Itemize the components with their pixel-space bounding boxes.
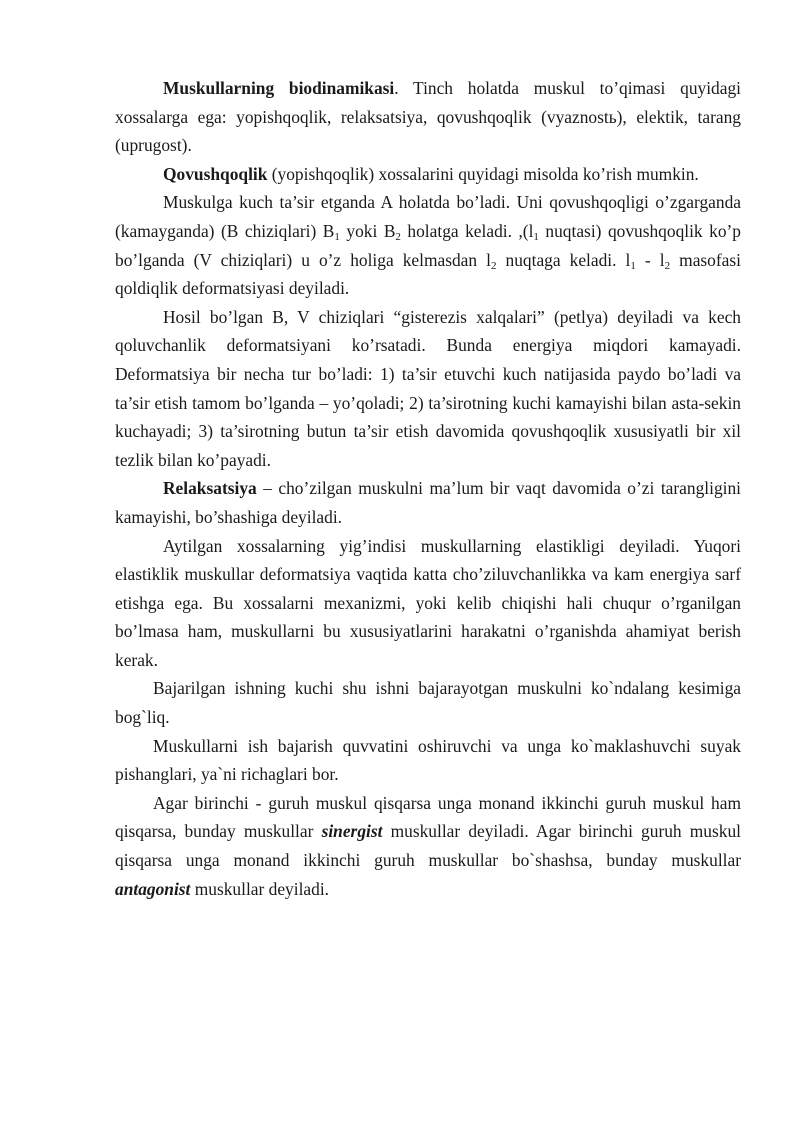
text-run: nuqtasi) qovushqoqlik ko’p bo’lganda (V chiziqlari) u o’z holiga kelmasdan l (115, 220, 742, 270)
document-page (115, 74, 741, 903)
paragraph-deformation-example (115, 188, 741, 302)
term-relaxation: Relaksatsiya (163, 478, 257, 499)
paragraph-relaxation (115, 474, 741, 531)
text-run: Agar birinchi - guruh muskul qisqarsa unga monand ikkinchi guruh muskul ham qisqarsa, bunday muskullar (115, 792, 741, 842)
text-run: Muskulga kuch ta’sir etganda A holatda bo’ladi. Uni qovushqoqligi o’zgarganda (kamayganda) (B chiziqlari) B (115, 192, 741, 241)
paragraph-synergist-antagonist (115, 789, 741, 903)
text-run: masofasi qoldiqlik deformatsiyasi deyiladi. (115, 249, 741, 299)
text-run: holatga keladi. ,(l (400, 220, 534, 241)
text-run: muskullar deyiladi. Agar birinchi guruh muskul qisqarsa unga monand ikkinchi guruh muskullar bo`shashsa, bunday muskullar (115, 821, 741, 871)
subscript: 2 (490, 259, 497, 272)
text-run: yoki B (339, 220, 396, 241)
term-viscosity: Qovushqoqlik (163, 163, 268, 184)
paragraph-biodynamics (115, 74, 741, 160)
paragraph-hysteresis: Hosil bo’lgan B, V chiziqlari “gisterezis xalqalari” (petlya) deyiladi va kech qoluvchanlik deformatsiyani ko’rsatadi. Bunda energiya miqdori kamayadi. Deformatsiya bir necha tur bo’ladi: 1) ta’sir etuvchi kuch natijasida paydo bo’ladi va ta’sir etish tamom bo’lganda – yo’qoladi; 2) ta’sirotning kuchi kamayishi bilan asta-sekin kuchayadi; 3) ta’sirotning butun ta’sir etish davomida qovushqoqlik xususiyatli bir xil tezlik bilan ko’payadi. (115, 306, 741, 470)
text-run: nuqtaga keladi. l (496, 249, 631, 270)
subscript: 1 (533, 230, 539, 243)
subscript: 2 (664, 259, 671, 272)
subscript: 1 (630, 259, 636, 272)
subscript: 1 (334, 230, 340, 243)
subscript: 2 (395, 230, 401, 243)
paragraph-work-force: Bajarilgan ishning kuchi shu ishni bajarayotgan muskulni ko`ndalang kesimiga bog`liq. (115, 678, 741, 728)
paragraph-levers: Muskullarni ish bajarish quvvatini oshiruvchi va unga ko`maklashuvchi suyak pishanglari, ya`ni richaglari bor. (115, 735, 741, 785)
text-run: - l (635, 249, 665, 270)
text-run: muskullar deyiladi. (190, 878, 330, 899)
paragraph-viscosity (115, 160, 741, 189)
paragraph-elasticity: Aytilgan xossalarning yig’indisi muskullarning elastikligi deyiladi. Yuqori elastiklik muskullar deformatsiya vaqtida katta cho’ziluvchanlikka va kam energiya sarf etishga ega. Bu xossalarni mexanizmi, yoki kelib chiqishi hali chuqur o’rganilgan bo’lmasa ham, muskullarni bu xususiyatlarini harakatni o’rganishda ahamiyat berish kerak. (115, 535, 741, 670)
paragraph-text: . Tinch holatda muskul to’qimasi quyidagi xossalarga ega: yopishqoqlik, relaksatsiya, qovushqoqlik (vyaznostь), elektik, tarang (uprugost). (115, 78, 741, 156)
term-biodynamics: Muskullarning biodinamikasi (163, 78, 395, 98)
paragraph-text: – cho’zilgan muskulni ma’lum bir vaqt davomida o’zi tarangligini kamayishi, bo’shashiga deyiladi. (115, 478, 741, 527)
term-synergist: sinergist (321, 821, 383, 842)
term-antagonist: antagonist (115, 878, 191, 899)
paragraph-text: (yopishqoqlik) xossalarini quyidagi misolda ko’rish mumkin. (267, 163, 699, 184)
